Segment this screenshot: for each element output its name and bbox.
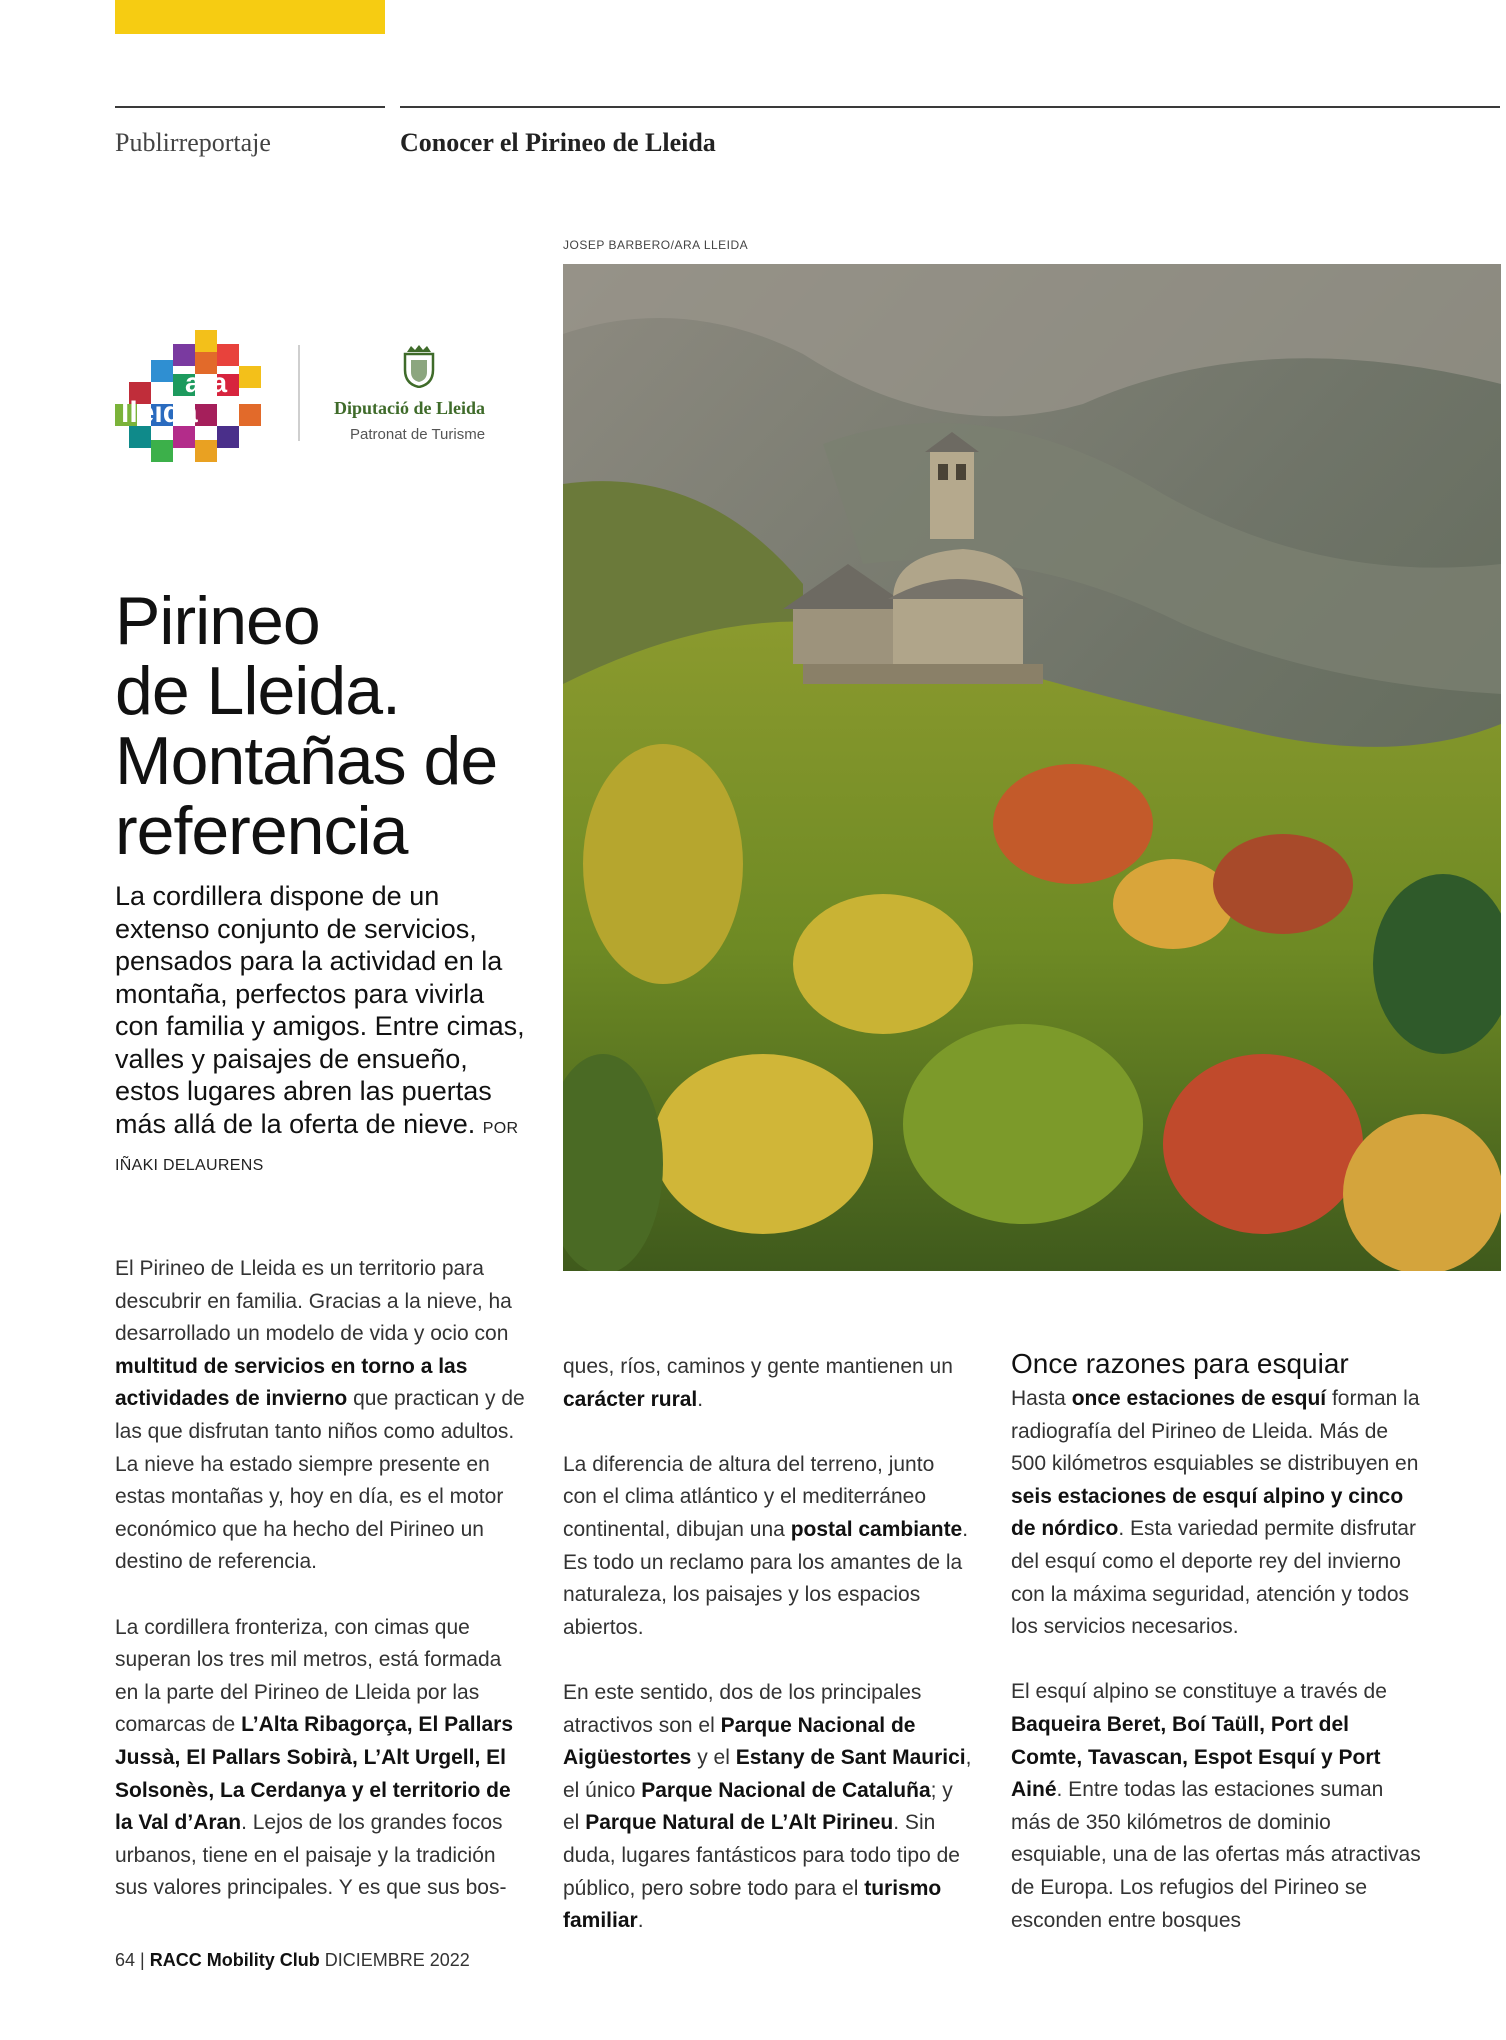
bold-text: Parque Nacional de Cataluña: [641, 1778, 931, 1802]
page-footer: [115, 1950, 470, 1971]
text: . Entre todas las estaciones suman más de 350 kilómetros de dominio esquiable, una de las ofertas más atractivas de Europa. Los refugios del Pirineo se esconden entre bosques: [1011, 1778, 1421, 1932]
text: .: [697, 1387, 704, 1411]
text: ; y el: [563, 1778, 953, 1835]
text: . Es todo un reclamo para los amantes de la naturaleza, los paisajes y los espacios abiertos.: [563, 1517, 969, 1639]
bold-text: Parque Nacional de Aigüestortes: [563, 1713, 916, 1770]
publication-name: RACC Mobility Club: [149, 1950, 320, 1970]
crest-icon: [401, 344, 437, 388]
text: que practican y de las que disfrutan tanto niños como adultos. La nieve ha estado siempre presente en estas montañas y, hoy en día, es el motor económico que ha hecho del Pirineo un destino de referencia.: [115, 1387, 525, 1574]
bold-text: turismo familiar: [563, 1876, 942, 1933]
logo-divider: [298, 345, 300, 441]
text: El Pirineo de Lleida es un territorio para descubrir en familia. Gracias a la nieve, ha desarrollado un modelo de vida y ocio con: [115, 1257, 512, 1346]
section-title: Conocer el Pirineo de Lleida: [400, 128, 716, 157]
paragraph: [563, 1351, 973, 1416]
paragraph: [1011, 1383, 1421, 1644]
bold-text: carácter rural: [563, 1387, 698, 1411]
headline-line: referencia: [115, 793, 408, 869]
headline-line: de Lleida.: [115, 653, 400, 729]
diputacio-name: Diputació de Lleida: [334, 398, 486, 418]
headline-line: Montañas de: [115, 723, 498, 799]
bold-text: postal cambiante: [790, 1517, 963, 1541]
diputacio-subtitle: Patronat de Turisme: [350, 426, 486, 443]
ara-lleida-logo: [115, 330, 265, 462]
photo-credit: JOSEP BARBERO/ARA LLEIDA: [563, 238, 749, 252]
text: El esquí alpino se constituye a través de: [1011, 1680, 1387, 1704]
footer-separator: |: [140, 1950, 145, 1970]
paragraph: [563, 1449, 973, 1645]
bold-text: once estaciones de esquí: [1071, 1387, 1327, 1410]
bold-text: Baqueira Beret, Boí Taüll, Port del Comte, Tavascan, Espot Esquí y Port Ainé: [1011, 1712, 1381, 1802]
text: Hasta: [1011, 1387, 1072, 1410]
paragraph: [563, 1677, 973, 1938]
paragraph: [115, 1253, 525, 1579]
subheading: Once razones para esquiar: [1011, 1348, 1349, 1379]
issue-date: DICIEMBRE 2022: [324, 1950, 470, 1970]
ara-logo-line1: ara: [185, 367, 228, 398]
ara-logo-line2: lleida: [121, 396, 198, 429]
header-rule-left: [115, 106, 385, 108]
landscape-photo: [563, 264, 1501, 1271]
article-column-2: [563, 1351, 973, 1970]
lead-text: La cordillera dispone de un extenso conjunto de servicios, pensados para la actividad en la montaña, perfectos para vivirla con familia y amigos. Entre cimas, valles y paisajes de ensueño, estos lugares abren las puertas más allá de la oferta de nieve.: [115, 881, 525, 1139]
text: forman la radiografía del Pirineo de Lleida. Más de 500 kilómetros esquiables se distribuyen en: [1011, 1387, 1420, 1476]
text: En este sentido, dos de los principales atractivos son el: [563, 1680, 922, 1737]
header-rule-right: [400, 106, 1500, 108]
bold-text: Parque Natural de L’Alt Pirineu: [585, 1811, 894, 1835]
page-number: 64: [115, 1950, 136, 1970]
section-label: Publirreportaje: [115, 128, 271, 157]
text: . Esta variedad permite disfrutar del esquí como el deporte rey del invierno con la máxima seguridad, atención y todos los servicios necesarios.: [1011, 1517, 1416, 1639]
text: La diferencia de altura del terreno, junto con el clima atlántico y el mediterráneo continental, dibujan una: [563, 1452, 935, 1541]
bold-text: seis estaciones de esquí alpino y cinco de nórdico: [1011, 1484, 1404, 1541]
bold-text: L’Alta Ribagorça, El Pallars Jussà, El Pallars Sobirà, L’Alt Urgell, El Solsonès, La Cerdanya y el territorio de la Val d’Aran: [115, 1713, 513, 1835]
bold-text: multitud de servicios en torno a las actividades de invierno: [115, 1354, 468, 1411]
article-column-1: [115, 1253, 525, 1937]
article-column-3: [1011, 1347, 1421, 1970]
headline-line: Pirineo: [115, 583, 320, 659]
paragraph: [115, 1612, 525, 1905]
text: , el único: [563, 1746, 972, 1802]
text: y el: [691, 1746, 736, 1770]
bold-text: Estany de Sant Maurici: [735, 1746, 966, 1770]
headline: [115, 583, 555, 869]
accent-bar: [115, 0, 385, 34]
text: ques, ríos, caminos y gente mantienen un: [563, 1355, 953, 1378]
text: . Lejos de los grandes focos urbanos, tiene en el paisaje y la tradición sus valores principales. Y es que sus bos-: [115, 1811, 507, 1900]
text: .: [637, 1909, 644, 1933]
text: . Sin duda, lugares fantásticos para todo tipo de público, pero sobre todo para el: [563, 1811, 960, 1900]
byline: POR IÑAKI DELAURENS: [115, 1119, 519, 1174]
paragraph: [1011, 1676, 1421, 1937]
lead-paragraph: [115, 880, 535, 1183]
text: La cordillera fronteriza, con cimas que superan los tres mil metros, está formada en la parte del Pirineo de Lleida por las comarcas de: [115, 1615, 502, 1737]
